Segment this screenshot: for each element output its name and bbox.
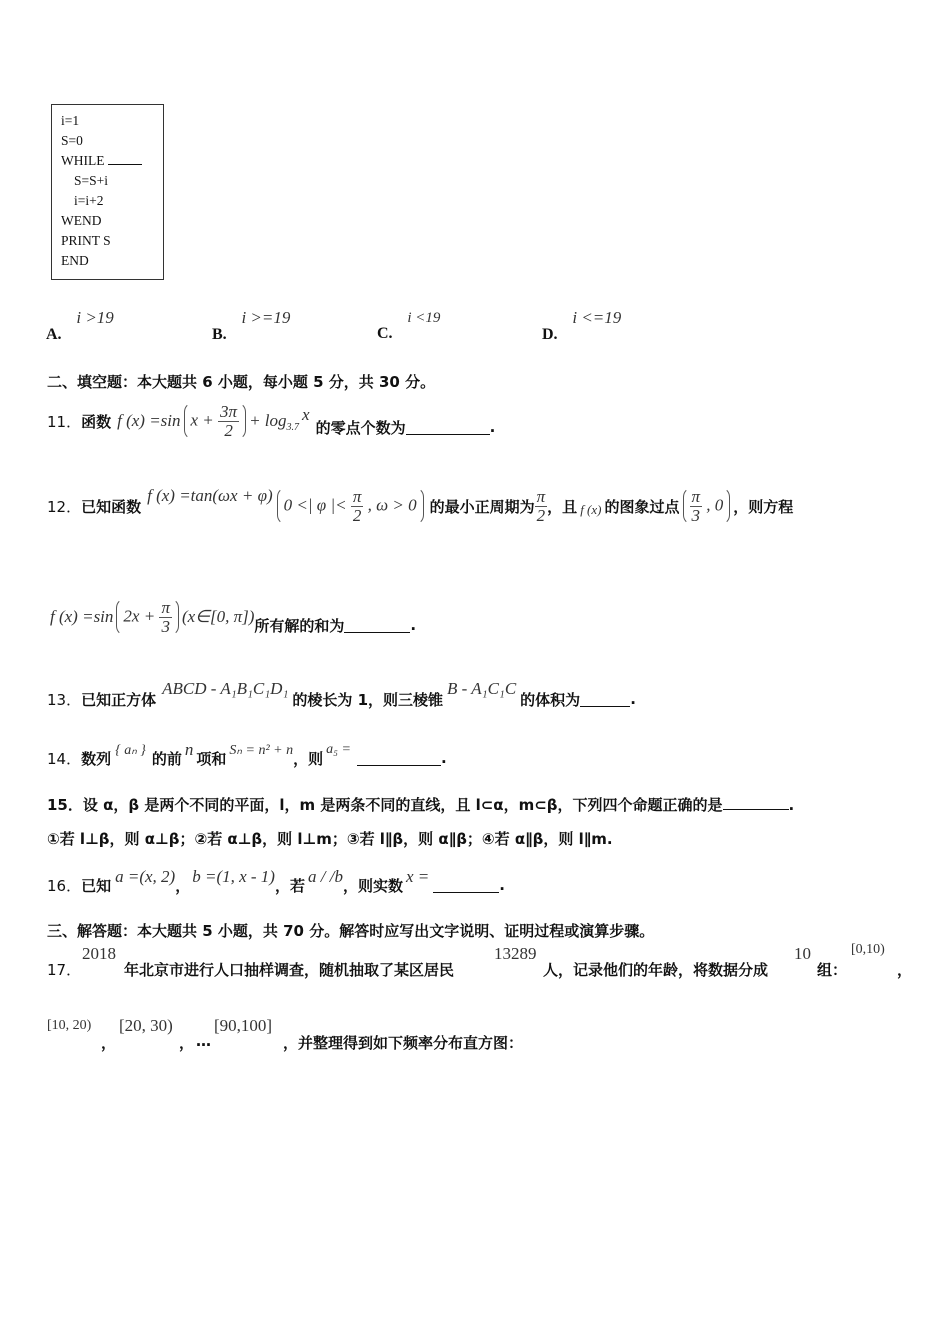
fraction: $\frac{\pi}{2}$ <box>352 486 362 525</box>
question-11: 11． 函数 f (x) =sin x + $\frac{3\pi}{2}$ + log 3.7 x 的零点个数为 . <box>47 401 496 440</box>
code-while: WHILE <box>61 153 105 168</box>
question-17: 17． 2018 年北京市进行人口抽样调查，随机抽取了某区居民 13289 人，记录他们的年龄，将数据分成 10 组： [0,10) ， <box>47 942 913 979</box>
question-15-options: ①若 l⊥β，则 α⊥β；②若 α⊥β，则 l⊥m；③若 l∥β，则 α∥β；④若 α∥β，则 l∥m. <box>47 830 613 848</box>
fraction: $\frac{3\pi}{2}$ <box>220 401 238 440</box>
option-a: A. i >19 <box>46 308 114 343</box>
question-17-intervals: [10, 20) ， [20, 30) ， … [90,100] ，并整理得到如下频率分布直方图： <box>47 1016 524 1052</box>
question-14: 14． 数列 { aₙ } 的前 n 项和 Sₙ = n² + n ，则 a₅ = . <box>47 740 447 768</box>
answer-blank <box>406 420 490 435</box>
code-line: END <box>61 253 89 268</box>
program-box <box>51 104 164 280</box>
question-12-equation: f (x) =sin 2x + $\frac{\pi}{3}$ (x∈[0, π]) 所有解的和为 . <box>50 597 417 636</box>
paren-group: 2x + $\frac{\pi}{3}$ <box>116 598 179 637</box>
answer-blank <box>723 795 789 810</box>
fraction: $\frac{\pi}{3}$ <box>691 486 701 525</box>
paren-group: 0 <| φ |< $\frac{\pi}{2}$ , ω > 0 <box>277 487 424 526</box>
code-line <box>61 153 142 169</box>
question-15: 15．设 α，β 是两个不同的平面，l，m 是两条不同的直线，且 l⊂α，m⊂β，下列四个命题正确的是 . <box>47 796 795 814</box>
paren-group: x + $\frac{3\pi}{2}$ <box>184 402 247 441</box>
question-13: 13． 已知正方体 ABCD - A₁B₁C₁D₁ 的棱长为 1，则三棱锥 B - A₁C₁C 的体积为 . <box>47 679 636 709</box>
while-blank <box>108 153 142 165</box>
section-heading: 二、填空题：本大题共 6 小题，每小题 5 分，共 30 分。 <box>47 373 436 391</box>
fraction: $\frac{\pi}{3}$ <box>161 597 170 636</box>
section-heading: 三、解答题：本大题共 5 小题，共 70 分。解答时应写出文字说明、证明过程或演算步骤。 <box>47 922 655 940</box>
answer-blank <box>357 751 441 766</box>
answer-blank <box>580 692 630 707</box>
answer-blank <box>433 878 499 893</box>
code-line: PRINT S <box>61 233 111 248</box>
question-16: 16． 已知 a =(x, 2) ， b =(1, x - 1) ，若 a / /b ，则实数 x = . <box>47 867 505 895</box>
paren-group: $\frac{\pi}{3}$ , 0 <box>683 487 731 526</box>
option-c: C. i <19 <box>377 310 441 342</box>
answer-blank <box>344 618 410 633</box>
fraction: $\frac{\pi}{2}$ <box>536 486 546 525</box>
code-line: S=0 <box>61 133 83 148</box>
option-b: B. i >=19 <box>212 308 291 343</box>
code-line: i=i+2 <box>74 193 104 208</box>
code-line: S=S+i <box>74 173 108 188</box>
option-d: D. i <=19 <box>542 308 622 343</box>
code-line: i=1 <box>61 113 80 128</box>
code-line: WEND <box>61 213 102 228</box>
question-12: 12． 已知函数 f (x) =tan(ωx + φ) 0 <| φ |< $\frac{\pi}{2}$ , ω > 0 的最小正周期为 $\frac{\pi}{2}$ ，且 f (x) 的图象过点 $\frac{\pi}{3}$ , 0 ，则方程 <box>47 486 794 525</box>
